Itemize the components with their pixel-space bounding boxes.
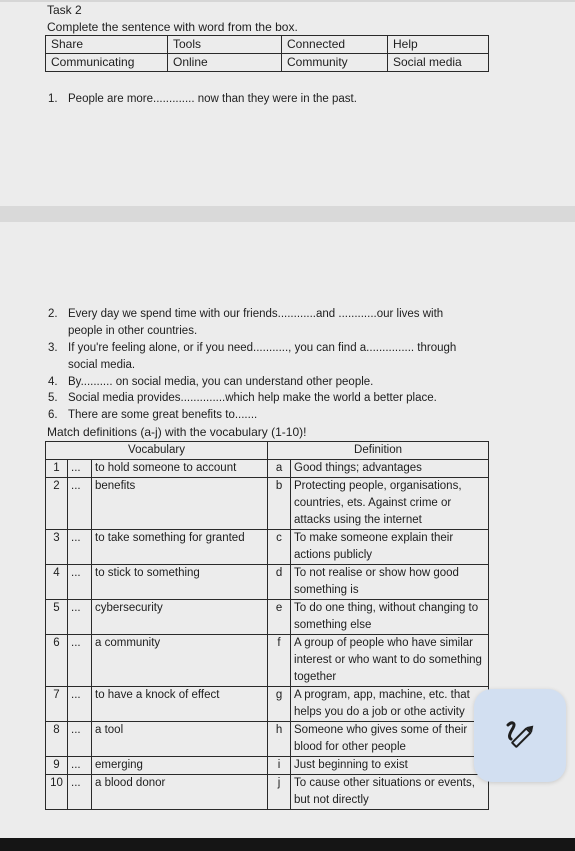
- question-text-continued: people in other countries.: [68, 325, 198, 337]
- definition-letter: a: [268, 460, 291, 478]
- answer-blank: ...: [68, 530, 92, 565]
- row-number: 3: [46, 530, 68, 565]
- question-text: By.......... on social media, you can understand other people.: [68, 376, 374, 388]
- table-row: [46, 635, 489, 687]
- task-title: Task 2: [47, 3, 82, 17]
- table-row: [46, 600, 489, 635]
- definition-header: Definition: [268, 442, 489, 460]
- table-row: [46, 460, 489, 478]
- word-box-cell: Communicating: [46, 54, 168, 72]
- vocabulary-word: to hold someone to account: [92, 460, 268, 478]
- definition-text: To not realise or show how good something is: [291, 565, 489, 600]
- word-box-row: [46, 36, 489, 54]
- instruction-complete-sentence: Complete the sentence with word from the box.: [47, 20, 298, 34]
- answer-blank: ...: [68, 722, 92, 757]
- answer-blank: ...: [68, 775, 92, 810]
- question-number: 2.: [48, 308, 58, 320]
- definition-text: Protecting people, organisations, countries, ets. Against crime or attacks using the internet: [291, 478, 489, 530]
- row-number: 7: [46, 687, 68, 722]
- definition-letter: d: [268, 565, 291, 600]
- word-box-cell: Help: [388, 36, 489, 54]
- question-text: People are more............. now than they were in the past.: [68, 93, 357, 105]
- vocabulary-word: a tool: [92, 722, 268, 757]
- question-text: Every day we spend time with our friends............and ............our lives with: [68, 308, 444, 320]
- definition-text: A group of people who have similar interest or who want to do something together: [291, 635, 489, 687]
- page-separator: [0, 206, 575, 222]
- definition-text: Someone who gives some of their blood for other people: [291, 722, 489, 757]
- word-box-cell: Community: [282, 54, 388, 72]
- table-row: [46, 722, 489, 757]
- definition-text: To cause other situations or events, but not directly: [291, 775, 489, 810]
- answer-blank: ...: [68, 757, 92, 775]
- question-text-continued: social media.: [68, 359, 136, 371]
- edit-pen-icon: [502, 717, 538, 753]
- row-number: 1: [46, 460, 68, 478]
- word-box-cell: Social media: [388, 54, 489, 72]
- question-number: 6.: [48, 409, 58, 421]
- word-box-table: [45, 35, 489, 72]
- table-row: [46, 530, 489, 565]
- table-row: [46, 757, 489, 775]
- question-number: 5.: [48, 392, 58, 404]
- vocabulary-header-row: [46, 442, 489, 460]
- definition-text: A program, app, machine, etc. that helps you do a job or othe activity: [291, 687, 489, 722]
- bottom-bar: [0, 838, 575, 851]
- table-row: [46, 775, 489, 810]
- table-row: [46, 687, 489, 722]
- question-text: If you're feeling alone, or if you need..........., you can find a............... through: [68, 342, 457, 354]
- answer-blank: ...: [68, 600, 92, 635]
- word-box-cell: Share: [46, 36, 168, 54]
- vocabulary-word: to take something for granted: [92, 530, 268, 565]
- question-number: 1.: [48, 93, 58, 105]
- answer-blank: ...: [68, 460, 92, 478]
- vocabulary-header: Vocabulary: [46, 442, 268, 460]
- row-number: 9: [46, 757, 68, 775]
- vocabulary-word: a community: [92, 635, 268, 687]
- vocabulary-word: to have a knock of effect: [92, 687, 268, 722]
- row-number: 6: [46, 635, 68, 687]
- definition-letter: i: [268, 757, 291, 775]
- definition-text: To do one thing, without changing to something else: [291, 600, 489, 635]
- question-number: 4.: [48, 376, 58, 388]
- definition-text: To make someone explain their actions publicly: [291, 530, 489, 565]
- word-box-cell: Tools: [168, 36, 282, 54]
- word-box-cell: Connected: [282, 36, 388, 54]
- row-number: 8: [46, 722, 68, 757]
- word-box-row: [46, 54, 489, 72]
- word-box-cell: Online: [168, 54, 282, 72]
- row-number: 4: [46, 565, 68, 600]
- definition-letter: g: [268, 687, 291, 722]
- row-number: 2: [46, 478, 68, 530]
- definition-letter: e: [268, 600, 291, 635]
- definition-letter: j: [268, 775, 291, 810]
- instruction-match-definitions: Match definitions (a-j) with the vocabulary (1-10)!: [47, 425, 307, 439]
- row-number: 10: [46, 775, 68, 810]
- vocabulary-word: benefits: [92, 478, 268, 530]
- vocabulary-word: cybersecurity: [92, 600, 268, 635]
- question-number: 3.: [48, 342, 58, 354]
- answer-blank: ...: [68, 478, 92, 530]
- answer-blank: ...: [68, 635, 92, 687]
- answer-blank: ...: [68, 687, 92, 722]
- table-row: [46, 565, 489, 600]
- definition-text: Good things; advantages: [291, 460, 489, 478]
- definition-text: Just beginning to exist: [291, 757, 489, 775]
- answer-blank: ...: [68, 565, 92, 600]
- vocabulary-word: a blood donor: [92, 775, 268, 810]
- vocabulary-table: [45, 441, 489, 810]
- definition-letter: f: [268, 635, 291, 687]
- definition-letter: h: [268, 722, 291, 757]
- question-text: Social media provides..............which help make the world a better place.: [68, 392, 437, 404]
- row-number: 5: [46, 600, 68, 635]
- vocabulary-word: emerging: [92, 757, 268, 775]
- vocabulary-word: to stick to something: [92, 565, 268, 600]
- definition-letter: c: [268, 530, 291, 565]
- table-row: [46, 478, 489, 530]
- edit-floating-button[interactable]: [474, 689, 566, 782]
- question-text: There are some great benefits to.......: [68, 409, 258, 421]
- definition-letter: b: [268, 478, 291, 530]
